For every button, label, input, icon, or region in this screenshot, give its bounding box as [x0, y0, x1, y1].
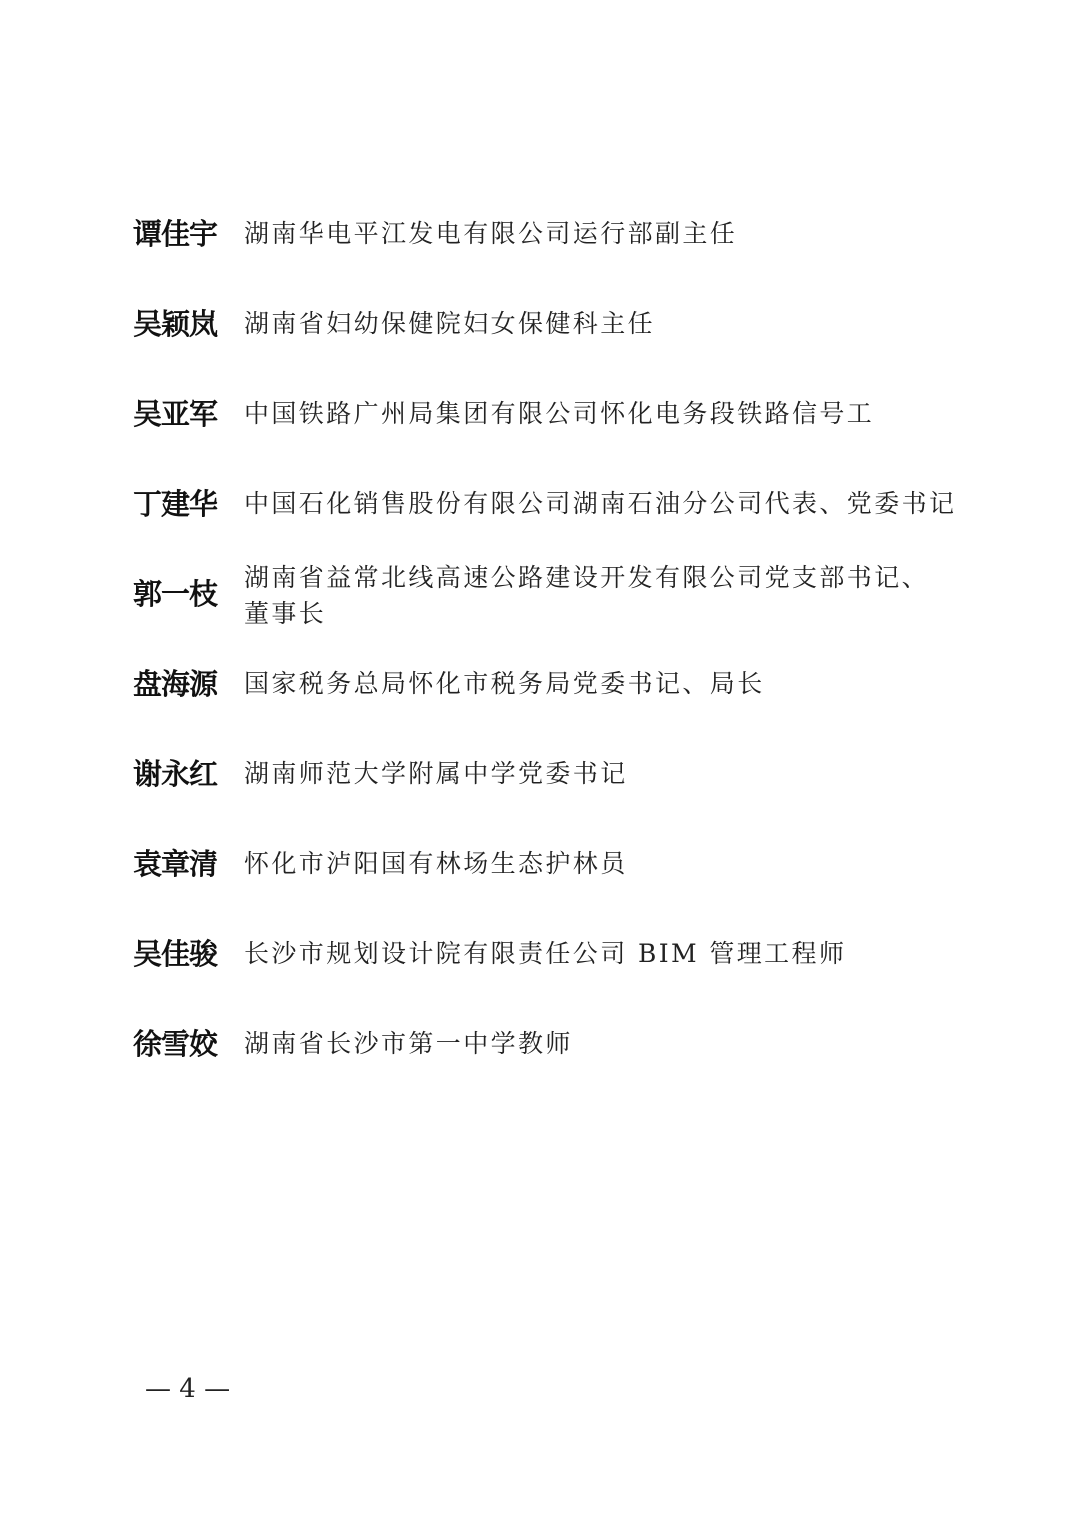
person-title: 湖南师范大学附属中学党委书记: [244, 759, 628, 788]
page-number: — 4 —: [145, 1374, 231, 1404]
person-name: 吴佳骏: [133, 937, 218, 971]
person-name: 盘海源: [133, 667, 218, 701]
person-title: 国家税务总局怀化市税务局党委书记、局长: [244, 669, 765, 698]
person-title: 湖南省长沙市第一中学教师: [244, 1029, 573, 1058]
person-title: 长沙市规划设计院有限责任公司 BIM 管理工程师: [244, 939, 847, 968]
person-name: 丁建华: [133, 487, 218, 521]
person-title: 湖南省益常北线高速公路建设开发有限公司党支部书记、董事长: [244, 563, 930, 628]
person-title: 湖南省妇幼保健院妇女保健科主任: [244, 309, 656, 338]
person-title: 中国石化销售股份有限公司湖南石油分公司代表、党委书记: [244, 489, 957, 518]
person-name: 袁章清: [133, 847, 218, 881]
person-title: 湖南华电平江发电有限公司运行部副主任: [244, 219, 738, 248]
person-name: 郭一枝: [133, 577, 218, 611]
person-title: 中国铁路广州局集团有限公司怀化电务段铁路信号工: [244, 399, 875, 428]
person-name: 谭佳宇: [133, 217, 218, 251]
person-name: 吴颖岚: [133, 307, 218, 341]
person-title: 怀化市泸阳国有林场生态护林员: [244, 849, 628, 878]
person-name: 徐雪姣: [133, 1027, 218, 1061]
person-name: 吴亚军: [133, 397, 218, 431]
person-name: 谢永红: [133, 757, 218, 791]
